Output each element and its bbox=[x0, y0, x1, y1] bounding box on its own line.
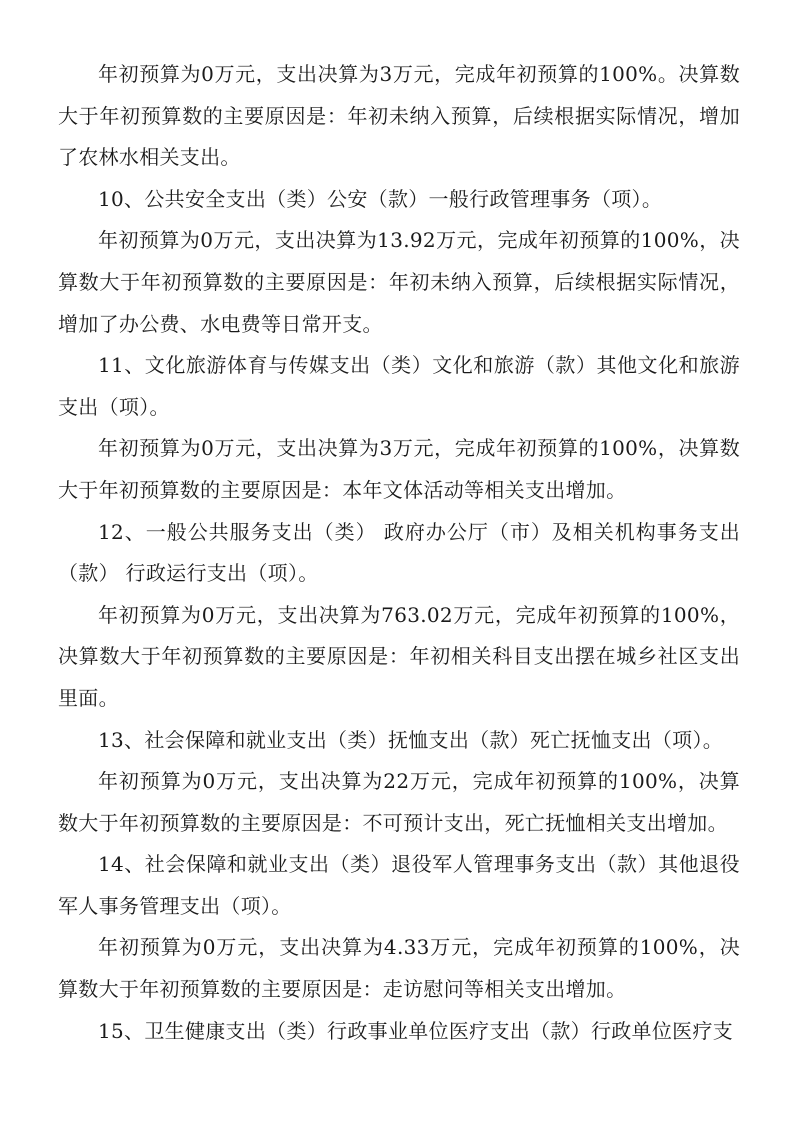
heading-item-14-veterans-affairs: 14、社会保障和就业支出（类）退役军人管理事务支出（款）其他退役军人事务管理支出（项）。 bbox=[58, 852, 740, 918]
paragraph-item-10-explanation: 年初预算为0万元，支出决算为13.92万元，完成年初预算的100%，决算数大于年初预算数的主要原因是：年初未纳入预算，后续根据实际情况，增加了办公费、水电费等日常开支。 bbox=[58, 228, 740, 336]
heading-item-15-health: 15、卫生健康支出（类）行政事业单位医疗支出（款）行政单位医疗支 bbox=[98, 1018, 734, 1043]
paragraph-agriculture-explanation: 年初预算为0万元，支出决算为3万元，完成年初预算的100%。决算数大于年初预算数的主要原因是：年初未纳入预算，后续根据实际情况，增加了农林水相关支出。 bbox=[58, 62, 740, 170]
document-page bbox=[58, 54, 740, 1052]
paragraph-item-13-explanation: 年初预算为0万元，支出决算为22万元，完成年初预算的100%，决算数大于年初预算数的主要原因是：不可预计支出，死亡抚恤相关支出增加。 bbox=[58, 769, 740, 835]
paragraph-item-11-explanation: 年初预算为0万元，支出决算为3万元，完成年初预算的100%，决算数大于年初预算数的主要原因是：本年文体活动等相关支出增加。 bbox=[58, 436, 740, 502]
heading-item-10-public-security: 10、公共安全支出（类）公安（款）一般行政管理事务（项）。 bbox=[98, 186, 663, 211]
paragraph-item-12-explanation: 年初预算为0万元，支出决算为763.02万元，完成年初预算的100%，决算数大于年初预算数的主要原因是：年初相关科目支出摆在城乡社区支出里面。 bbox=[58, 602, 740, 710]
heading-item-11-culture-tourism: 11、文化旅游体育与传媒支出（类）文化和旅游（款）其他文化和旅游支出（项）。 bbox=[58, 353, 740, 419]
heading-item-12-general-public-services: 12、一般公共服务支出（类） 政府办公厅（市）及相关机构事务支出（款） 行政运行支出（项）。 bbox=[58, 519, 740, 586]
heading-item-13-social-security-pension: 13、社会保障和就业支出（类）抚恤支出（款）死亡抚恤支出（项）。 bbox=[98, 727, 724, 752]
paragraph-item-14-explanation: 年初预算为0万元，支出决算为4.33万元，完成年初预算的100%，决算数大于年初预算数的主要原因是：走访慰问等相关支出增加。 bbox=[58, 935, 740, 1002]
